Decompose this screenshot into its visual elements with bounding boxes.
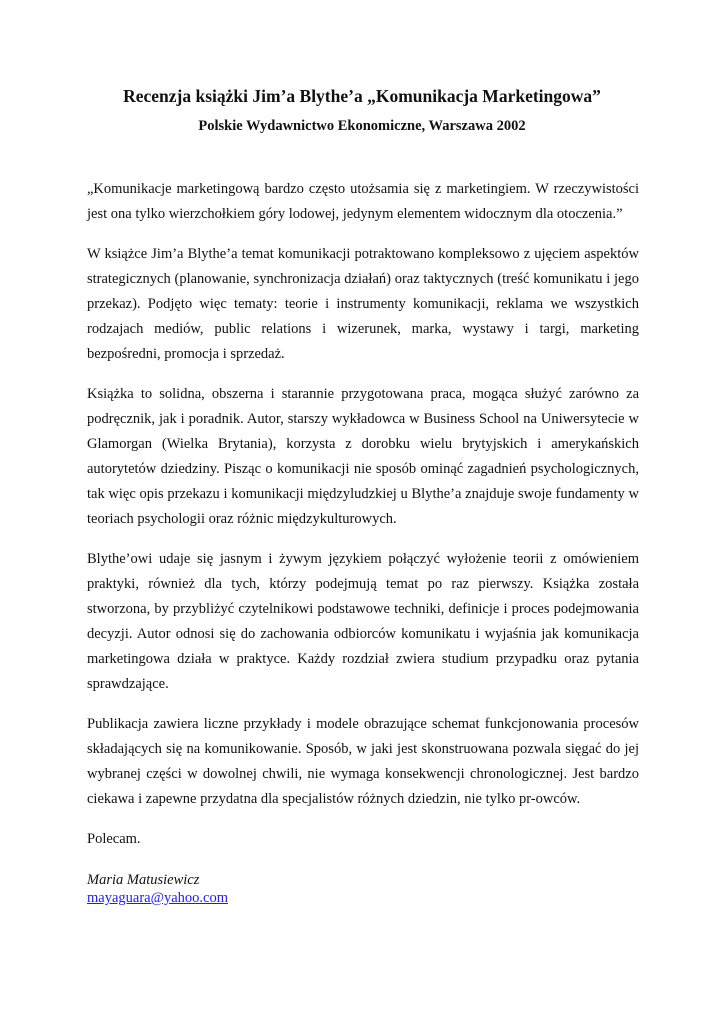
paragraph-recommendation: Polecam.	[87, 831, 141, 847]
paragraph-scope: W książce Jim’a Blythe’a temat komunikacji potraktowano kompleksowo z ujęciem aspektów strategicznych (planowanie, synchronizacja działań) oraz taktycznych (treść komunikatu i jego przekaz). Podjęto więc tematy: teorie i instrumenty komunikacji, reklama we wszystkich rodzajach mediów, public relations i wizerunek, marka, wystawy i targi, marketing bezpośredni, promocja i sprzedaż.	[87, 246, 639, 362]
review-body	[87, 177, 639, 867]
page-title: Recenzja książki Jim’a Blythe’a „Komunikacja Marketingowa”	[123, 86, 601, 106]
signature-block	[87, 871, 228, 907]
paragraph-style: Blythe’owi udaje się jasnym i żywym językiem połączyć wyłożenie teorii z omówieniem praktyki, również dla tych, którzy podejmują temat po raz pierwszy. Książka została stworzona, by przybliżyć czytelnikowi podstawowe techniki, definicje i proces podejmowania decyzji. Autor odnosi się do zachowania odbiorców komunikatu i wyjaśnia jak komunikacja marketingowa działa w praktyce. Każdy rozdział zwiera studium przypadku oraz pytania sprawdzające.	[87, 551, 639, 692]
page-subtitle: Polskie Wydawnictwo Ekonomiczne, Warszawa 2002	[198, 118, 526, 134]
paragraph-quote: „Komunikacje marketingową bardzo często utożsamia się z marketingiem. W rzeczywistości jest ona tylko wierzchołkiem góry lodowej, jedynym elementem widocznym dla otoczenia.”	[87, 181, 639, 222]
paragraph-structure: Publikacja zawiera liczne przykłady i modele obrazujące schemat funkcjonowania procesów składających się na komunikowanie. Sposób, w jaki jest skonstruowana pozwala sięgać do jej wybranej części w dowolnej chwili, nie wymaga konsekwencji chronologicznej. Jest bardzo ciekawa i zapewne przydatna dla specjalistów różnych dziedzin, nie tylko pr-owców.	[87, 716, 639, 807]
author-name: Maria Matusiewicz	[87, 872, 200, 888]
paragraph-author-background: Książka to solidna, obszerna i starannie przygotowana praca, mogąca służyć zarówno za podręcznik, jak i poradnik. Autor, starszy wykładowca w Business School na Uniwersytecie w Glamorgan (Wielka Brytania), korzysta z dorobku wielu brytyjskich i amerykańskich autorytetów dziedziny. Pisząc o komunikacji nie sposób ominąć zagadnień psychologicznych, tak więc opis przekazu i komunikacji międzyludzkiej u Blythe’a znajduje swoje fundamenty w teoriach psychologii oraz różnic międzykulturowych.	[87, 386, 639, 527]
author-email-link[interactable]: mayaguara@yahoo.com	[87, 890, 228, 906]
